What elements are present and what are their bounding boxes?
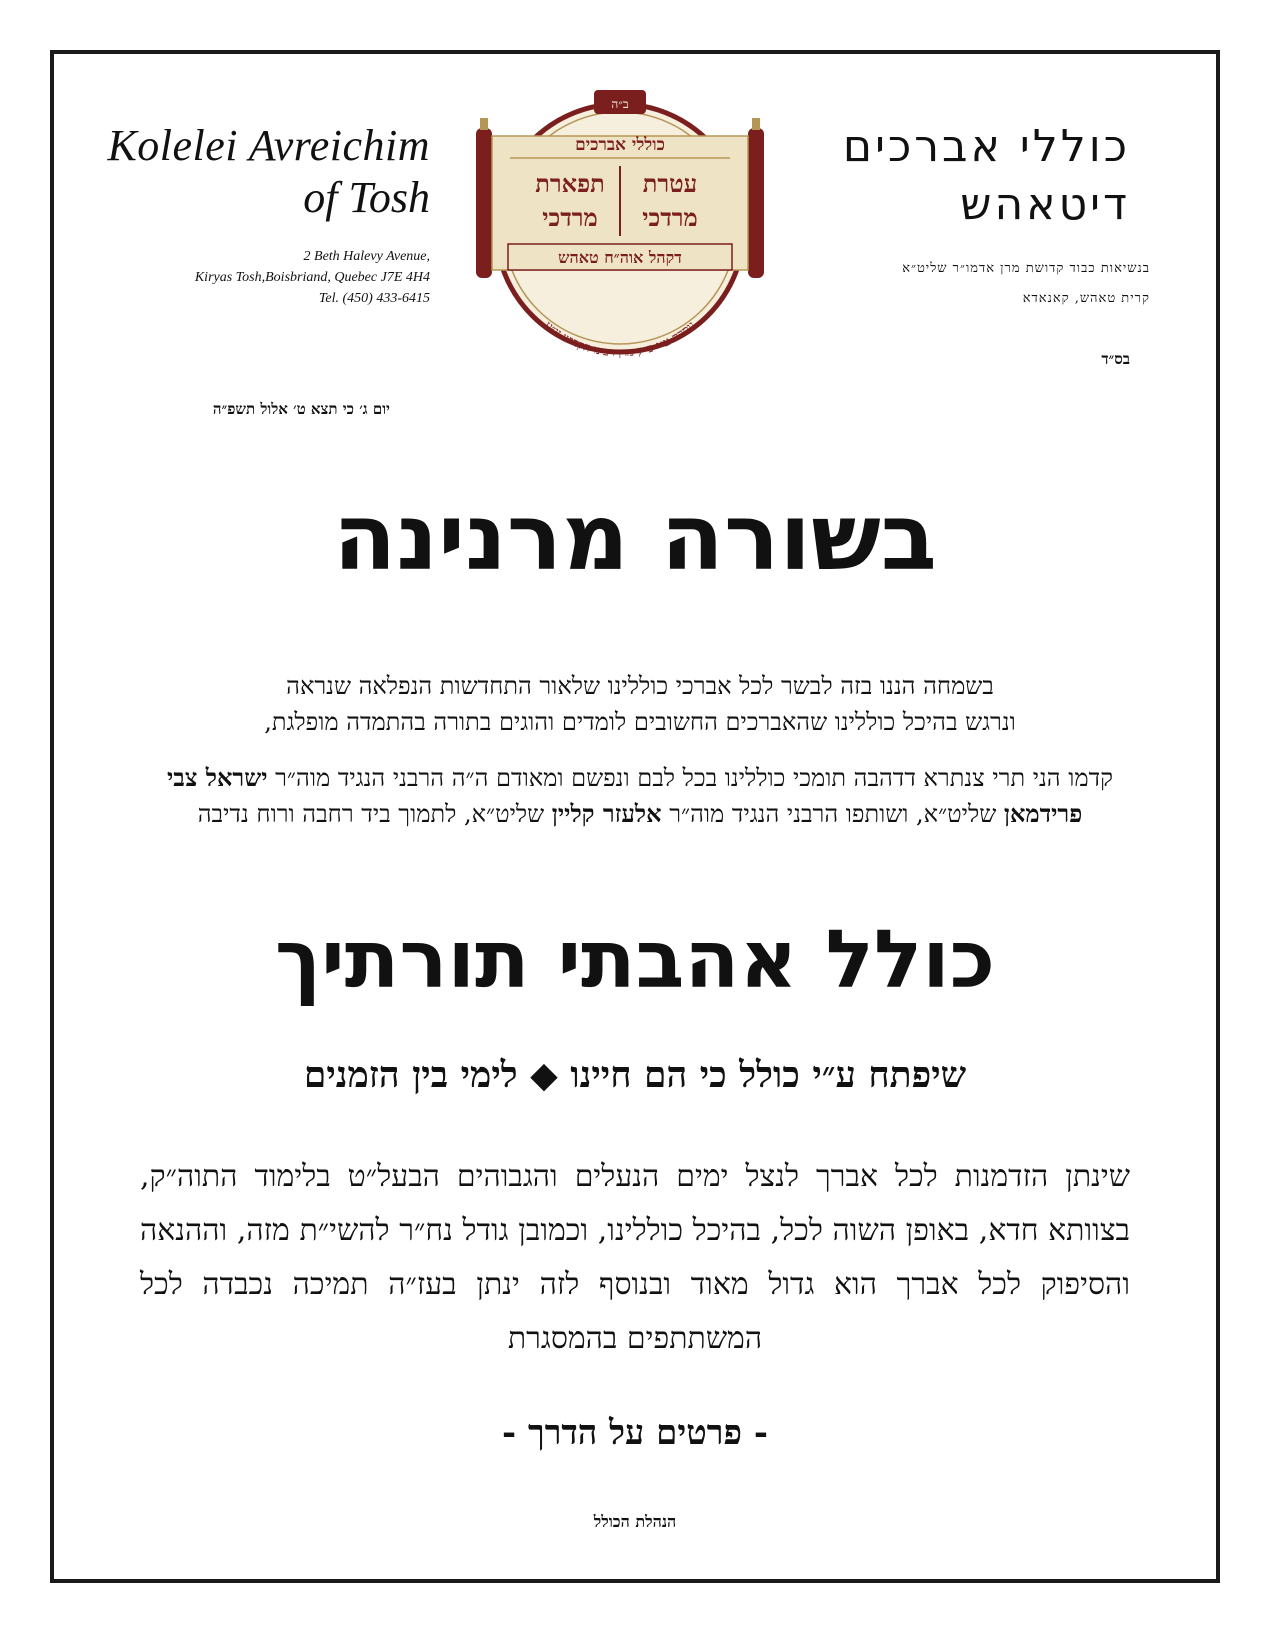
paragraph-2-part1: קדמו הני תרי צנתרא דדהבה תומכי כוללינו בכל לבם ונפשם ומאודם ה״ה הרבני הנגיד מוה״ר bbox=[267, 764, 1113, 792]
logo-left-roller bbox=[476, 128, 492, 278]
phone-number: Tel. (450) 433-6415 bbox=[318, 291, 430, 306]
logo-top-tab-text: ב״ה bbox=[611, 97, 629, 111]
donor-name-1: ישראל צבי פרידמאן bbox=[166, 763, 1083, 828]
logo-right-col-1: עטרת bbox=[642, 169, 698, 198]
paragraph-1-line1: בשמחה הננו בזה לבשר לכל אברכי כוללינו שלאור התחדשות הנפלאה שנראה bbox=[286, 672, 994, 700]
paragraph-2-part2: שליט״א, ושותפו הרבני הנגיד מוה״ר bbox=[661, 800, 1004, 828]
hebrew-date: יום ג׳ כי תצא ט׳ אלול תשפ״ה bbox=[212, 400, 390, 418]
signature: הנהלת הכולל bbox=[593, 1512, 677, 1531]
paragraph-1-line2: ונרגש בהיכל כוללינו שהאברכים החשובים לומדים והוגים בתורה בהתמדה מופלגת, bbox=[264, 708, 1016, 736]
logo-banner-text: כוללי אברכים bbox=[575, 135, 665, 155]
donor-name-2: אלעזר קליין bbox=[551, 799, 662, 828]
paragraph-1 bbox=[160, 668, 1120, 740]
kollel-title: כולל אהבתי תורתיך bbox=[274, 913, 996, 1006]
bsd-mark: בס״ד bbox=[1101, 350, 1130, 368]
paragraph-2-part3: שליט״א, לתמוך ביד רחבה ורוח נדיבה bbox=[197, 800, 552, 828]
hebrew-letterhead bbox=[810, 118, 1130, 234]
details-line: - פרטים על הדרך - bbox=[502, 1413, 768, 1453]
logo-right-roller bbox=[748, 128, 764, 278]
hebrew-subtitle-line2: קרית טאהש, קאנאדא bbox=[1022, 291, 1150, 306]
kollel-logo bbox=[470, 88, 770, 358]
hebrew-name-line1: כוללי אברכים bbox=[842, 121, 1130, 172]
paragraph-3: שינתן הזדמנות לכל אברך לנצל ימים הנעלים והגבוהים הבעל״ט בלימוד התוה״ק, בצוותא חדא, באופן השוה לכל, בהיכל כוללינו, וכמובן גודל נח״ר להשי״ת מזה, וההנאה והסיפוק לכל אברך הוא גדול מאוד ובנוסף לזה ינתן בעז״ה תמיכה נכבדה לכל המשתתפים בהמסגרת bbox=[140, 1159, 1130, 1356]
logo-left-col-1: תפארת bbox=[535, 169, 605, 198]
english-address bbox=[100, 246, 430, 309]
kollel-subtitle: שיפתח ע״י כולל כי הם חיינו ◆ לימי בין הזמנים bbox=[303, 1054, 967, 1096]
main-title: בשורה מרנינה bbox=[333, 484, 937, 591]
logo-left-col-2: מרדכי bbox=[542, 203, 598, 232]
english-letterhead bbox=[100, 120, 430, 224]
logo-right-col-2: מרדכי bbox=[642, 203, 698, 232]
english-name-line2: of Tosh bbox=[303, 173, 430, 222]
english-name-line1: Kolelei Avreichim bbox=[107, 121, 430, 170]
address-line2: Kiryas Tosh,Boisbriand, Quebec J7E 4H4 bbox=[194, 270, 430, 285]
hebrew-name-line2: דיטאהש bbox=[960, 179, 1130, 230]
hebrew-subtitle-line1: בנשיאות כבוד קדושת מרן אדמו״ר שליט״א bbox=[902, 261, 1150, 276]
hebrew-subtitle bbox=[810, 254, 1150, 314]
logo-bottom-text: דקהל אוה״ח טאהש bbox=[558, 248, 682, 267]
paragraph-2 bbox=[160, 760, 1120, 832]
logo-arc-text: נוסדה ע״י כ״ק מרן רבינו הקדוש זי״ע bbox=[541, 318, 699, 358]
address-line1: 2 Beth Halevy Avenue, bbox=[303, 249, 430, 264]
